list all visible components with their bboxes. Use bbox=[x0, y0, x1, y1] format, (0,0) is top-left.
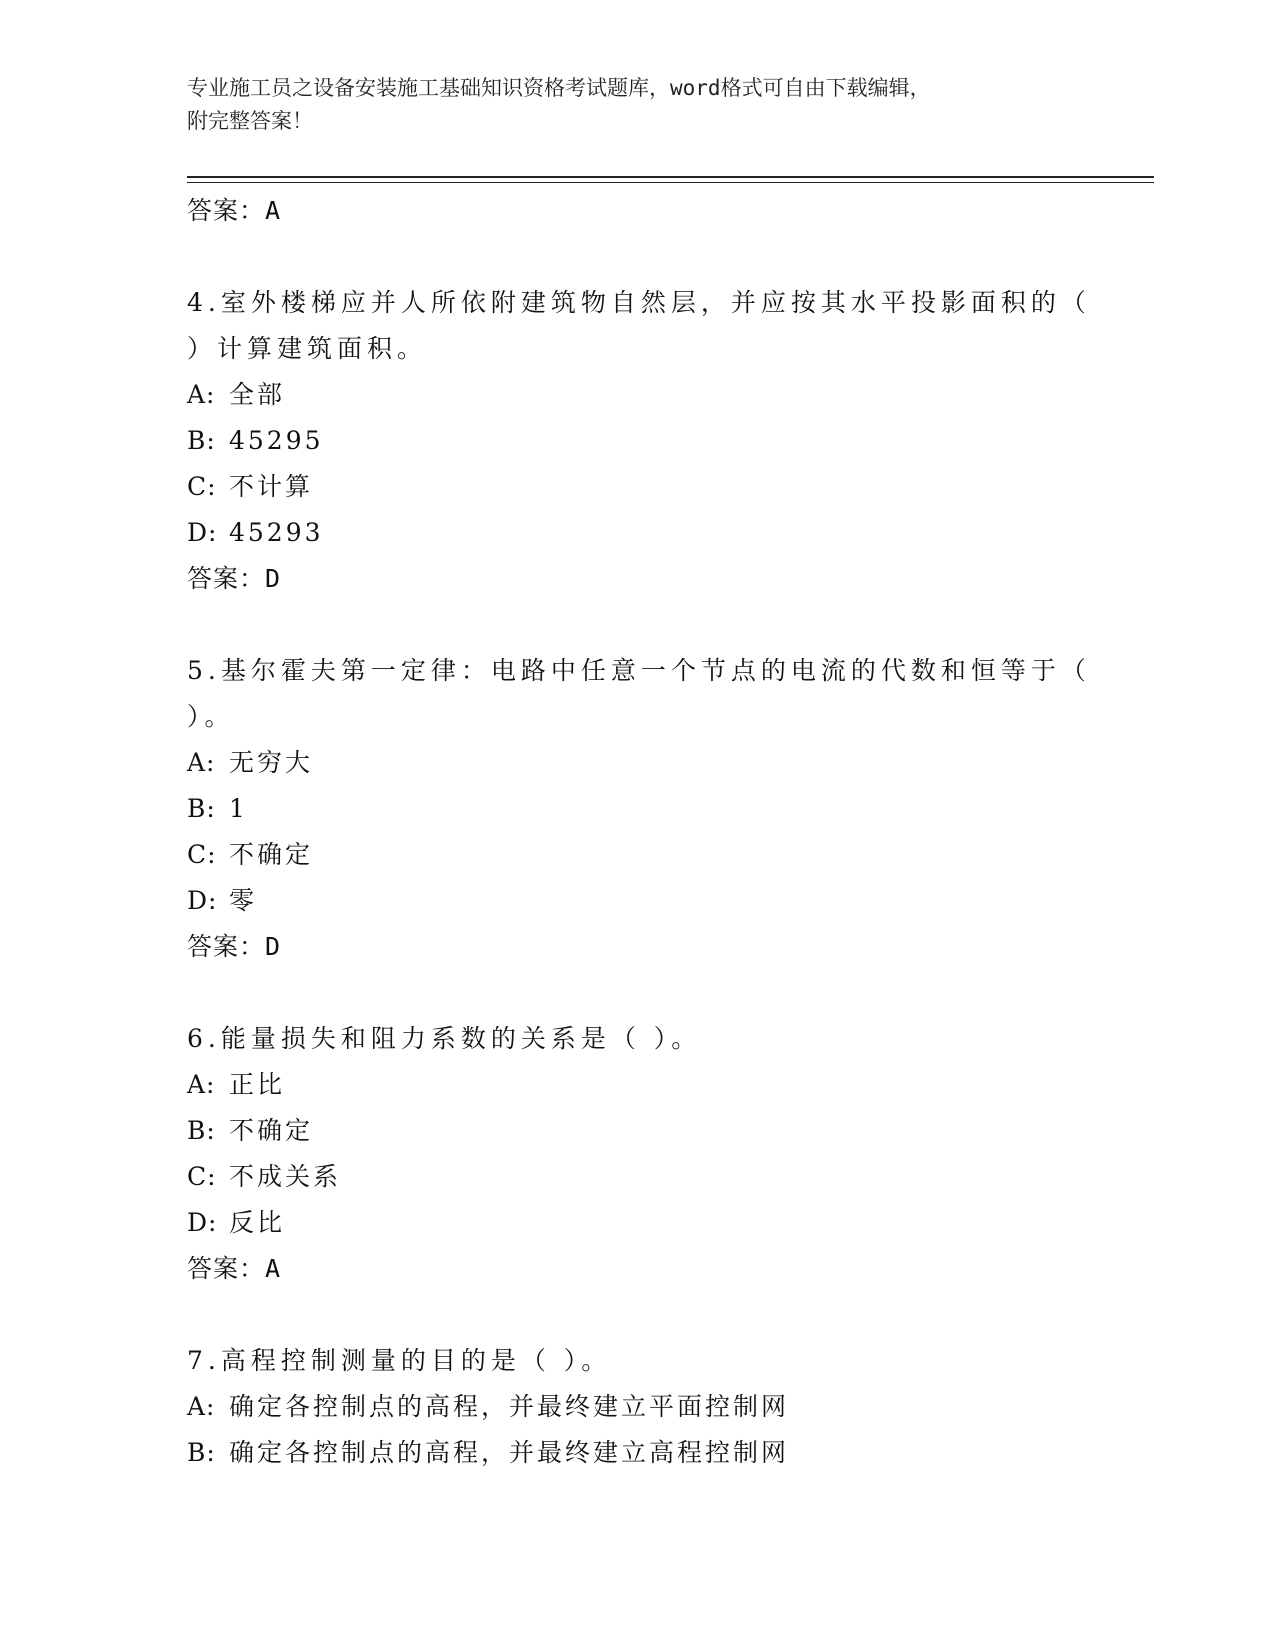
option-text: 正比 bbox=[229, 1070, 286, 1099]
option-letter: B: bbox=[187, 1438, 216, 1467]
option-row bbox=[187, 418, 1147, 464]
option-letter: D: bbox=[187, 886, 218, 915]
answer-line: 答案：A bbox=[187, 196, 282, 225]
option-text: 1 bbox=[229, 794, 248, 823]
question-item bbox=[187, 1338, 1147, 1476]
option-text: 不成关系 bbox=[229, 1162, 342, 1191]
question-item bbox=[187, 648, 1147, 970]
option-letter: C: bbox=[187, 840, 217, 869]
option-letter: A: bbox=[187, 1070, 216, 1099]
option-row bbox=[187, 1062, 1147, 1108]
question-stem-line: ）计算建筑面积。 bbox=[187, 334, 428, 363]
answer-line: 答案：D bbox=[187, 564, 282, 593]
option-row bbox=[187, 832, 1147, 878]
question-item bbox=[187, 280, 1147, 602]
answer-line: 答案：D bbox=[187, 932, 282, 961]
header-line-1: 专业施工员之设备安装施工基础知识资格考试题库，word格式可自由下载编辑， bbox=[187, 76, 931, 100]
option-letter: A: bbox=[187, 380, 216, 409]
option-letter: C: bbox=[187, 1162, 217, 1191]
option-letter: B: bbox=[187, 426, 216, 455]
option-text: 不确定 bbox=[229, 1116, 314, 1145]
option-text: 确定各控制点的高程，并最终建立平面控制网 bbox=[229, 1392, 790, 1421]
option-letter: A: bbox=[187, 748, 216, 777]
option-text: 全部 bbox=[229, 380, 286, 409]
option-row bbox=[187, 740, 1147, 786]
option-row bbox=[187, 786, 1147, 832]
question-stem-line: 7.高程控制测量的目的是（ ）。 bbox=[187, 1346, 612, 1375]
option-letter: B: bbox=[187, 794, 216, 823]
option-letter: B: bbox=[187, 1116, 216, 1145]
option-row bbox=[187, 1430, 1147, 1476]
option-text: 45295 bbox=[229, 426, 324, 455]
question-stem-line: 6.能量损失和阻力系数的关系是（ ）。 bbox=[187, 1024, 702, 1053]
option-text: 反比 bbox=[229, 1208, 286, 1237]
option-text: 零 bbox=[229, 886, 258, 915]
option-text: 不计算 bbox=[229, 472, 314, 501]
option-row bbox=[187, 1384, 1147, 1430]
question-stem-line: ）。 bbox=[187, 702, 235, 731]
option-row bbox=[187, 1200, 1147, 1246]
option-text: 无穷大 bbox=[229, 748, 314, 777]
option-row bbox=[187, 372, 1147, 418]
option-text: 45293 bbox=[229, 518, 324, 547]
option-letter: C: bbox=[187, 472, 217, 501]
question-stem-line: 5.基尔霍夫第一定律：电路中任意一个节点的电流的代数和恒等于（ bbox=[187, 656, 1091, 685]
page-header bbox=[187, 72, 1067, 138]
option-row bbox=[187, 878, 1147, 924]
option-text: 确定各控制点的高程，并最终建立高程控制网 bbox=[229, 1438, 790, 1467]
header-line-2: 附完整答案！ bbox=[187, 109, 313, 133]
option-row bbox=[187, 1154, 1147, 1200]
option-letter: A: bbox=[187, 1392, 216, 1421]
option-row bbox=[187, 1108, 1147, 1154]
question-list bbox=[187, 188, 1147, 1476]
question-item bbox=[187, 1016, 1147, 1292]
option-row bbox=[187, 464, 1147, 510]
option-letter: D: bbox=[187, 1208, 218, 1237]
question-stem-line: 4.室外楼梯应并人所依附建筑物自然层，并应按其水平投影面积的（ bbox=[187, 288, 1091, 317]
answer-line: 答案：A bbox=[187, 1254, 282, 1283]
header-divider-thin bbox=[187, 182, 1154, 183]
option-letter: D: bbox=[187, 518, 218, 547]
option-row bbox=[187, 510, 1147, 556]
option-text: 不确定 bbox=[229, 840, 314, 869]
header-divider-thick bbox=[187, 176, 1154, 178]
